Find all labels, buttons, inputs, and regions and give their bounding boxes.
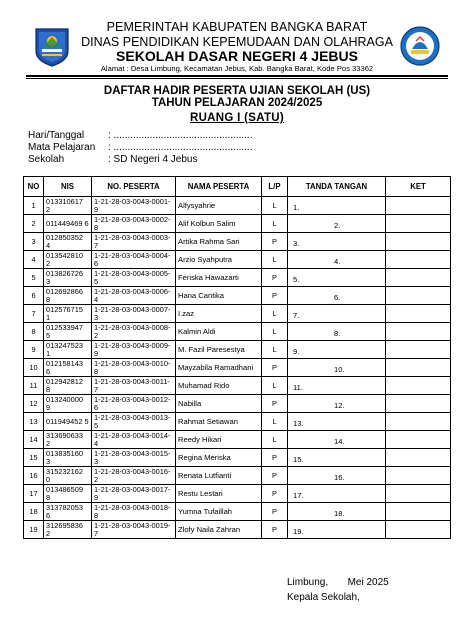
document-year: TAHUN PELAJARAN 2024/2025: [151, 97, 323, 109]
cell-tanda-tangan: [288, 485, 386, 503]
cell-ket: [386, 269, 451, 287]
header-no-peserta: NO. PESERTA: [92, 177, 176, 197]
table-row: [24, 521, 451, 539]
cell-ket: [386, 449, 451, 467]
cell-nama: Regina Meriska: [176, 449, 262, 467]
table-row: [24, 215, 451, 233]
cell-tanda-tangan: [288, 449, 386, 467]
cell-lp: P: [262, 485, 288, 503]
cell-nis: 011949452 5: [44, 413, 92, 431]
table-row: [24, 341, 451, 359]
cell-no-peserta: 1-21-28-03-0043-0006-4: [92, 287, 176, 305]
table-row: [24, 395, 451, 413]
meta-sekolah: Sekolah : SD Negeri 4 Jebus: [28, 154, 198, 165]
cell-lp: P: [262, 269, 288, 287]
cell-no-peserta: 1-21-28-03-0043-0018-8: [92, 503, 176, 521]
cell-no-peserta: 1-21-28-03-0043-0012-6: [92, 395, 176, 413]
signature-number: 19.: [293, 527, 304, 536]
signature-number: 2.: [334, 221, 341, 230]
cell-ket: [386, 521, 451, 539]
cell-no-peserta: 1-21-28-03-0043-0003-7: [92, 233, 176, 251]
table-row: [24, 413, 451, 431]
cell-no-peserta: 1-21-28-03-0043-0011-7: [92, 377, 176, 395]
cell-no-peserta: 1-21-28-03-0043-0013-5: [92, 413, 176, 431]
cell-nama: Renata Lutfianti: [176, 467, 262, 485]
table-row: [24, 197, 451, 215]
signature-number: 16.: [334, 473, 345, 482]
cell-no-peserta: 1-21-28-03-0043-0004-6: [92, 251, 176, 269]
cell-nama: Muhamad Rido: [176, 377, 262, 395]
cell-lp: P: [262, 521, 288, 539]
cell-no-peserta: 1-21-28-03-0043-0019-7: [92, 521, 176, 539]
cell-tanda-tangan: [288, 287, 386, 305]
table-row: [24, 323, 451, 341]
cell-no: 3: [24, 233, 44, 251]
header-nama: NAMA PESERTA: [176, 177, 262, 197]
kop-alamat: Alamat : Desa Limbung, Kecamatan Jebus, Kab. Bangka Barat, Kode Pos 33362: [100, 64, 374, 73]
signature-number: 6.: [334, 293, 341, 302]
cell-no: 7: [24, 305, 44, 323]
letterhead-rule-thin: [26, 78, 448, 79]
cell-nis: 313782053 6: [44, 503, 92, 521]
cell-tanda-tangan: [288, 197, 386, 215]
cell-no-peserta: 1-21-28-03-0043-0016-2: [92, 467, 176, 485]
cell-nama: Rahmat Setiawan: [176, 413, 262, 431]
table-row: [24, 377, 451, 395]
signature-number: 14.: [334, 437, 345, 446]
cell-tanda-tangan: [288, 503, 386, 521]
cell-nis: 012850352 4: [44, 233, 92, 251]
cell-no: 15: [24, 449, 44, 467]
letterhead-rule-thick: [26, 75, 448, 77]
cell-tanda-tangan: [288, 431, 386, 449]
cell-lp: P: [262, 233, 288, 251]
sign-role: Kepala Sekolah,: [287, 592, 360, 603]
cell-tanda-tangan: [288, 521, 386, 539]
cell-nama: Artika Rahma Sari: [176, 233, 262, 251]
signature-number: 5.: [293, 275, 300, 284]
cell-no: 13: [24, 413, 44, 431]
cell-no: 5: [24, 269, 44, 287]
table-header-row: [24, 177, 451, 197]
cell-no: 1: [24, 197, 44, 215]
cell-lp: P: [262, 287, 288, 305]
signature-number: 15.: [293, 455, 304, 464]
cell-ket: [386, 233, 451, 251]
cell-nis: 013310617 2: [44, 197, 92, 215]
cell-nama: Alfysyahrie: [176, 197, 262, 215]
header-lp: L/P: [262, 177, 288, 197]
cell-lp: L: [262, 305, 288, 323]
cell-ket: [386, 323, 451, 341]
cell-nis: 013835160 3: [44, 449, 92, 467]
cell-nama: M. Fazil Paresestya: [176, 341, 262, 359]
cell-no-peserta: 1-21-28-03-0043-0007-3: [92, 305, 176, 323]
cell-nama: Mayzabila Ramadhani: [176, 359, 262, 377]
header-no: NO: [24, 177, 44, 197]
header-ket: KET: [386, 177, 451, 197]
cell-nis: 012576715 1: [44, 305, 92, 323]
cell-no: 8: [24, 323, 44, 341]
cell-nis: 313690633 2: [44, 431, 92, 449]
cell-lp: L: [262, 341, 288, 359]
cell-nama: Alif Kolbun Salim: [176, 215, 262, 233]
cell-nis: 012942812 8: [44, 377, 92, 395]
signature-number: 1.: [293, 203, 300, 212]
header-tanda-tangan: TANDA TANGAN: [288, 177, 386, 197]
cell-tanda-tangan: [288, 413, 386, 431]
table-row: [24, 287, 451, 305]
cell-tanda-tangan: [288, 305, 386, 323]
cell-ket: [386, 377, 451, 395]
cell-no-peserta: 1-21-28-03-0043-0002-8: [92, 215, 176, 233]
cell-no-peserta: 1-21-28-03-0043-0015-3: [92, 449, 176, 467]
cell-no: 16: [24, 467, 44, 485]
cell-no: 17: [24, 485, 44, 503]
cell-nis: 012533947 5: [44, 323, 92, 341]
signature-number: 4.: [334, 257, 341, 266]
cell-lp: L: [262, 215, 288, 233]
cell-no-peserta: 1-21-28-03-0043-0010-8: [92, 359, 176, 377]
signature-number: 3.: [293, 239, 300, 248]
kop-dinas: DINAS PENDIDIKAN KEPEMUDAAN DAN OLAHRAGA: [81, 35, 393, 49]
table-row: [24, 431, 451, 449]
table-row: [24, 305, 451, 323]
cell-no: 11: [24, 377, 44, 395]
cell-no: 10: [24, 359, 44, 377]
signature-number: 18.: [334, 509, 345, 518]
cell-nis: 315232162 0: [44, 467, 92, 485]
cell-nama: Kalmin Aldi: [176, 323, 262, 341]
cell-no-peserta: 1-21-28-03-0043-0008-2: [92, 323, 176, 341]
table-row: [24, 233, 451, 251]
cell-tanda-tangan: [288, 359, 386, 377]
table-row: [24, 359, 451, 377]
cell-lp: P: [262, 359, 288, 377]
cell-tanda-tangan: [288, 395, 386, 413]
cell-tanda-tangan: [288, 341, 386, 359]
table-row: [24, 449, 451, 467]
cell-no: 6: [24, 287, 44, 305]
table-row: [24, 467, 451, 485]
cell-no: 18: [24, 503, 44, 521]
room-title: RUANG I (SATU): [189, 112, 285, 124]
cell-lp: P: [262, 449, 288, 467]
cell-ket: [386, 359, 451, 377]
cell-no: 2: [24, 215, 44, 233]
cell-nama: Reedy Hikari: [176, 431, 262, 449]
cell-lp: L: [262, 197, 288, 215]
cell-ket: [386, 305, 451, 323]
header-nis: NIS: [44, 177, 92, 197]
kop-pemerintah: PEMERINTAH KABUPATEN BANGKA BARAT: [106, 20, 368, 34]
cell-nis: 012692866 8: [44, 287, 92, 305]
cell-nis: 013240000 9: [44, 395, 92, 413]
cell-no: 14: [24, 431, 44, 449]
cell-no: 12: [24, 395, 44, 413]
cell-nis: 013826726 3: [44, 269, 92, 287]
cell-ket: [386, 287, 451, 305]
signature-number: 13.: [293, 419, 304, 428]
cell-nis: 012158143 6: [44, 359, 92, 377]
cell-lp: L: [262, 413, 288, 431]
cell-nama: Arzio Syahputra: [176, 251, 262, 269]
cell-lp: L: [262, 431, 288, 449]
sign-place-date: Limbung, Mei 2025: [287, 577, 389, 588]
cell-no: 4: [24, 251, 44, 269]
cell-tanda-tangan: [288, 215, 386, 233]
cell-no: 19: [24, 521, 44, 539]
signature-number: 12.: [334, 401, 345, 410]
cell-no-peserta: 1-21-28-03-0043-0017-9: [92, 485, 176, 503]
signature-number: 8.: [334, 329, 341, 338]
cell-nama: I.zaz: [176, 305, 262, 323]
table-row: [24, 485, 451, 503]
letterhead: [0, 14, 474, 76]
cell-nama: Zlofy Naila Zahran: [176, 521, 262, 539]
cell-ket: [386, 197, 451, 215]
cell-nama: Nabilla: [176, 395, 262, 413]
cell-tanda-tangan: [288, 377, 386, 395]
cell-tanda-tangan: [288, 323, 386, 341]
cell-ket: [386, 503, 451, 521]
kop-sekolah: SEKOLAH DASAR NEGERI 4 JEBUS: [116, 48, 358, 64]
meta-mapel: Mata Pelajaran : ..................................................: [28, 142, 253, 153]
table-row: [24, 251, 451, 269]
cell-no-peserta: 1-21-28-03-0043-0005-5: [92, 269, 176, 287]
cell-nama: Yumna Tufaillah: [176, 503, 262, 521]
cell-tanda-tangan: [288, 251, 386, 269]
cell-ket: [386, 251, 451, 269]
document-title: DAFTAR HADIR PESERTA UJIAN SEKOLAH (US): [103, 85, 371, 97]
cell-lp: P: [262, 395, 288, 413]
cell-ket: [386, 215, 451, 233]
cell-ket: [386, 413, 451, 431]
cell-no-peserta: 1-21-28-03-0043-0009-9: [92, 341, 176, 359]
cell-lp: L: [262, 251, 288, 269]
cell-nis: 312695836 2: [44, 521, 92, 539]
cell-tanda-tangan: [288, 233, 386, 251]
cell-nama: Restu Lestari: [176, 485, 262, 503]
cell-no: 9: [24, 341, 44, 359]
cell-tanda-tangan: [288, 467, 386, 485]
signature-number: 7.: [293, 311, 300, 320]
signature-number: 10.: [334, 365, 345, 374]
cell-ket: [386, 395, 451, 413]
cell-nis: 011449469 6: [44, 215, 92, 233]
signature-number: 11.: [293, 383, 303, 392]
table-row: [24, 503, 451, 521]
cell-lp: L: [262, 377, 288, 395]
cell-ket: [386, 431, 451, 449]
signature-number: 9.: [293, 347, 300, 356]
table-row: [24, 269, 451, 287]
cell-tanda-tangan: [288, 269, 386, 287]
cell-nis: 013247523 1: [44, 341, 92, 359]
cell-ket: [386, 467, 451, 485]
cell-lp: L: [262, 323, 288, 341]
cell-nis: 013486509 8: [44, 485, 92, 503]
attendance-table: [23, 176, 451, 539]
cell-nama: Hana Cantika: [176, 287, 262, 305]
cell-nis: 013542810 2: [44, 251, 92, 269]
cell-no-peserta: 1-21-28-03-0043-0014-4: [92, 431, 176, 449]
meta-hari: Hari/Tanggal : ..................................................: [28, 130, 253, 141]
cell-lp: P: [262, 503, 288, 521]
cell-lp: P: [262, 467, 288, 485]
cell-nama: Feriska Hawazarti: [176, 269, 262, 287]
cell-ket: [386, 485, 451, 503]
signature-number: 17.: [293, 491, 304, 500]
cell-ket: [386, 341, 451, 359]
cell-no-peserta: 1-21-28-03-0043-0001-9: [92, 197, 176, 215]
